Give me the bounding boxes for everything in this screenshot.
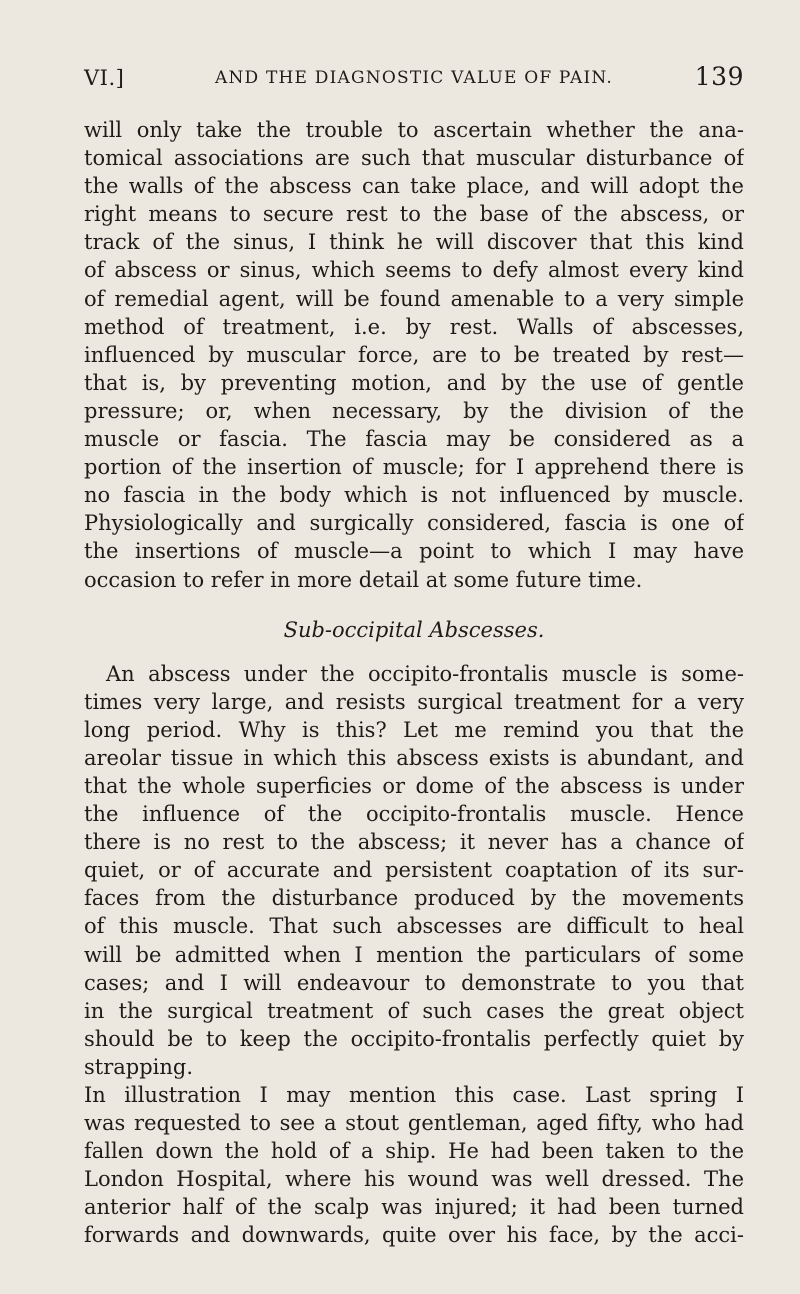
- text-line: anterior half of the scalp was injured; it had been turned: [84, 1195, 744, 1220]
- text-line: occasion to refer in more detail at some future time.: [84, 567, 643, 592]
- body-text: [84, 116, 744, 1250]
- text-line: of remedial agent, will be found amenable to a very simple: [84, 286, 744, 311]
- paragraph-1: [84, 116, 744, 594]
- text-line: areolar tissue in which this abscess exists is abundant, and: [84, 745, 744, 770]
- text-line: muscle or fascia. The fascia may be considered as a: [84, 427, 744, 452]
- text-line: quiet, or of accurate and persistent coaptation of its sur-: [84, 858, 744, 883]
- text-line: no fascia in the body which is not influenced by muscle.: [84, 483, 744, 508]
- text-line: of this muscle. That such abscesses are difficult to heal: [84, 914, 744, 939]
- text-line: Physiologically and surgically considered, fascia is one of: [84, 511, 744, 536]
- text-line: there is no rest to the abscess; it never has a chance of: [84, 830, 744, 855]
- text-line: London Hospital, where his wound was well dressed. The: [84, 1167, 744, 1192]
- page-number: 139: [694, 62, 744, 91]
- text-line: was requested to see a stout gentleman, aged fifty, who had: [84, 1111, 744, 1136]
- text-line: In illustration I may mention this case. Last spring I: [84, 1083, 744, 1107]
- text-line: long period. Why is this? Let me remind you that the: [84, 717, 744, 742]
- text-line: that the whole superficies or dome of the abscess is under: [84, 773, 744, 798]
- text-line: will only take the trouble to ascertain whether the ana-: [84, 118, 744, 142]
- text-line: of abscess or sinus, which seems to defy almost every kind: [84, 258, 744, 283]
- running-head: [84, 62, 744, 96]
- text-line: tomical associations are such that muscular disturbance of: [84, 146, 744, 171]
- running-title: AND THE DIAGNOSTIC VALUE OF PAIN.: [215, 68, 613, 88]
- text-line: the insertions of muscle—a point to which I may have: [84, 539, 744, 564]
- paragraph-2: [84, 660, 744, 1081]
- text-line: the walls of the abscess can take place, and will adopt the: [84, 174, 744, 199]
- text-line: influenced by muscular force, are to be treated by rest—: [84, 342, 744, 367]
- section-heading: Sub-occipital Abscesses.: [283, 617, 545, 642]
- text-line: method of treatment, i.e. by rest. Walls of abscesses,: [84, 314, 744, 339]
- text-line: strapping.: [84, 1054, 194, 1079]
- text-line: cases; and I will endeavour to demonstrate to you that: [84, 970, 744, 995]
- text-line: portion of the insertion of muscle; for I apprehend there is: [84, 455, 744, 480]
- text-line: fallen down the hold of a ship. He had been taken to the: [84, 1139, 744, 1164]
- text-line: will be admitted when I mention the particulars of some: [84, 942, 744, 967]
- text-line: An abscess under the occipito-frontalis muscle is some-: [106, 661, 744, 686]
- text-line: the influence of the occipito-frontalis muscle. Hence: [84, 802, 744, 827]
- chapter-number: VI.]: [84, 66, 125, 90]
- text-line: pressure; or, when necessary, by the division of the: [84, 398, 744, 423]
- text-line: forwards and downwards, quite over his face, by the acci-: [84, 1223, 744, 1248]
- text-line: that is, by preventing motion, and by the use of gentle: [84, 370, 744, 395]
- text-line: track of the sinus, I think he will discover that this kind: [84, 230, 744, 255]
- text-line: should be to keep the occipito-frontalis perfectly quiet by: [84, 1026, 744, 1051]
- paragraph-3: [84, 1081, 744, 1250]
- text-line: in the surgical treatment of such cases the great object: [84, 998, 744, 1023]
- text-line: times very large, and resists surgical treatment for a very: [84, 689, 744, 714]
- text-line: faces from the disturbance produced by the movements: [84, 886, 744, 911]
- text-line: right means to secure rest to the base of the abscess, or: [84, 202, 744, 227]
